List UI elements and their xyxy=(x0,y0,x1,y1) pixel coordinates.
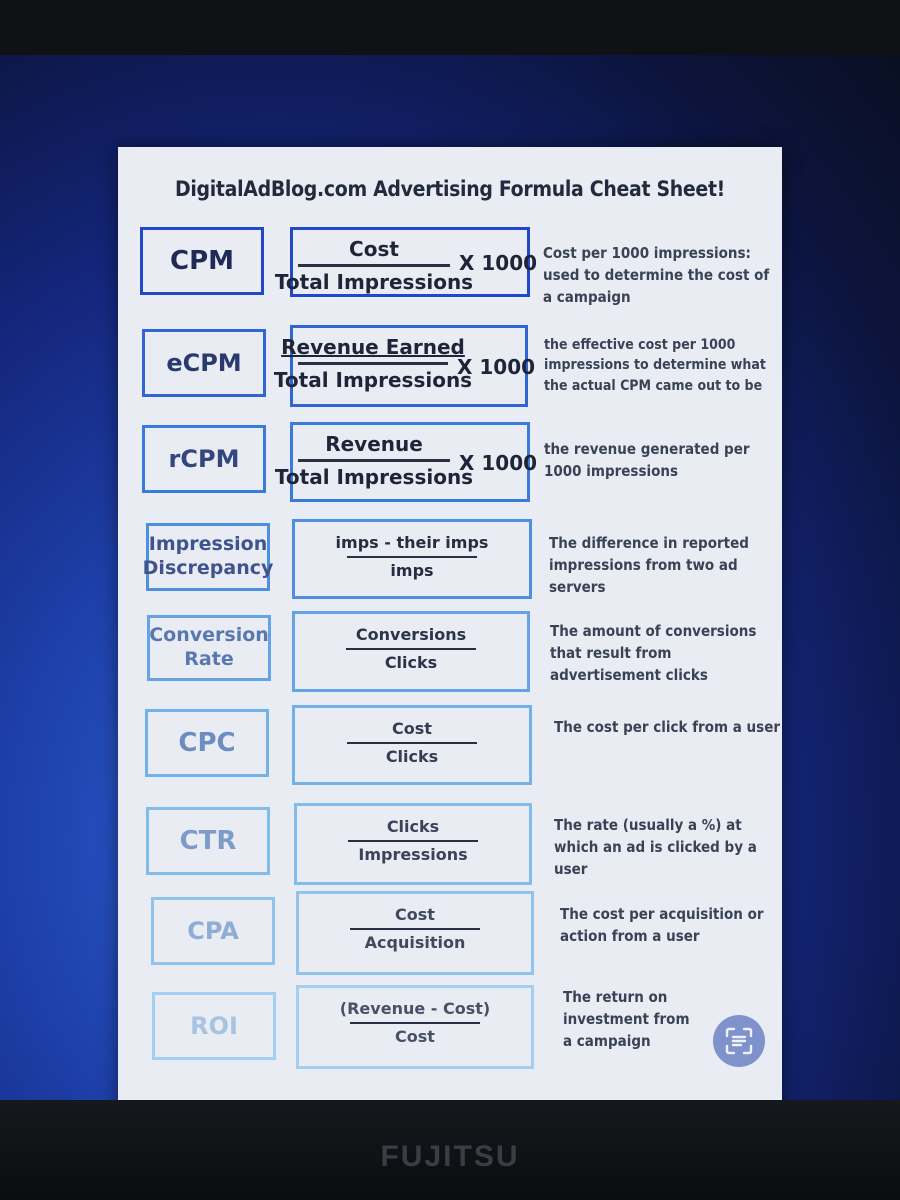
formula-description: The cost per acquisition or action from a user xyxy=(560,905,764,945)
formula-fraction xyxy=(297,818,529,863)
term-label: eCPM xyxy=(166,349,242,377)
term-label: CPC xyxy=(178,727,236,758)
denominator: Cost xyxy=(395,1026,435,1046)
formula-description: the effective cost per 1000 impressions to determine what the actual CPM came out to be xyxy=(544,337,766,394)
term-label: CPA xyxy=(187,917,239,945)
term-label: Impression Discrepancy xyxy=(142,533,274,579)
formula-fraction xyxy=(295,626,527,671)
fraction-bar xyxy=(298,459,450,462)
formula-box xyxy=(274,227,538,297)
fraction-bar xyxy=(298,362,448,365)
term-box xyxy=(146,807,270,875)
fraction-bar xyxy=(346,648,476,650)
brand-logo: FUJITSU xyxy=(380,1140,520,1173)
formula-box xyxy=(292,519,532,599)
formula-description: the revenue generated per 1000 impressions xyxy=(544,440,750,480)
formula-fraction xyxy=(299,1000,531,1045)
visual-lookup-button[interactable] xyxy=(713,1015,765,1067)
formula-fraction xyxy=(295,534,529,579)
numerator: Cost xyxy=(392,719,432,738)
formula-box xyxy=(274,422,538,502)
formula-description: The difference in reported impressions from two ad servers xyxy=(549,534,749,596)
term-box xyxy=(152,992,276,1060)
term-box xyxy=(151,897,275,965)
formula-box xyxy=(294,803,532,885)
formula-box xyxy=(296,985,534,1069)
formula-description: The cost per click from a user xyxy=(554,718,781,736)
term-box xyxy=(145,709,269,777)
fraction-bar xyxy=(298,264,450,267)
term-label: Conversion Rate xyxy=(149,624,269,670)
multiplier: X 1000 xyxy=(457,355,536,379)
formula-box xyxy=(292,705,532,785)
term-box xyxy=(140,227,264,295)
term-box xyxy=(142,329,266,397)
denominator: Total Impressions xyxy=(273,368,473,392)
numerator: imps - their imps xyxy=(335,533,489,552)
formula-description: The rate (usually a %) at which an ad is clicked by a user xyxy=(554,816,757,878)
denominator: Acquisition xyxy=(364,932,466,952)
fraction-bar xyxy=(347,742,477,744)
multiplier: X 1000 xyxy=(459,451,538,475)
formula-fraction xyxy=(274,237,474,294)
cheat-sheet-image xyxy=(118,147,782,1133)
fraction-bar xyxy=(350,928,480,930)
formula-box xyxy=(296,891,534,975)
term-label: CTR xyxy=(179,825,237,856)
numerator: Cost xyxy=(395,905,435,924)
formula-description: Cost per 1000 impressions: used to determine the cost of a campaign xyxy=(543,244,770,306)
denominator: Clicks xyxy=(385,746,439,766)
formula-box xyxy=(273,325,536,407)
formula-description: The return on investment from a campaign xyxy=(563,988,690,1050)
formula-fraction xyxy=(274,432,474,489)
numerator: Revenue xyxy=(325,432,423,456)
laptop-screen xyxy=(0,55,900,1100)
denominator: Total Impressions xyxy=(274,270,474,294)
denominator: Clicks xyxy=(384,652,438,672)
term-label: rCPM xyxy=(168,445,240,473)
numerator: (Revenue - Cost) xyxy=(339,999,491,1018)
term-box xyxy=(142,523,274,591)
denominator: Total Impressions xyxy=(274,465,474,489)
sheet-title: DigitalAdBlog.com Advertising Formula Cheat Sheet! xyxy=(174,177,726,201)
fraction-bar xyxy=(347,556,477,558)
numerator: Revenue Earned xyxy=(281,335,465,359)
formula-fraction xyxy=(299,906,531,951)
fraction-bar xyxy=(348,840,478,842)
formula-fraction xyxy=(273,335,473,392)
term-box xyxy=(142,425,266,493)
denominator: Impressions xyxy=(358,844,468,864)
term-label: ROI xyxy=(190,1012,238,1040)
scan-text-icon xyxy=(724,1026,754,1056)
numerator: Conversions xyxy=(355,625,467,644)
numerator: Cost xyxy=(349,237,399,261)
formula-fraction xyxy=(295,720,529,765)
formula-description: The amount of conversions that result from advertisement clicks xyxy=(550,622,757,684)
term-box xyxy=(147,615,271,681)
multiplier: X 1000 xyxy=(459,251,538,275)
term-label: CPM xyxy=(169,245,234,276)
numerator: Clicks xyxy=(386,817,440,836)
formula-box xyxy=(292,611,530,692)
fraction-bar xyxy=(350,1022,480,1024)
denominator: imps xyxy=(390,560,434,580)
